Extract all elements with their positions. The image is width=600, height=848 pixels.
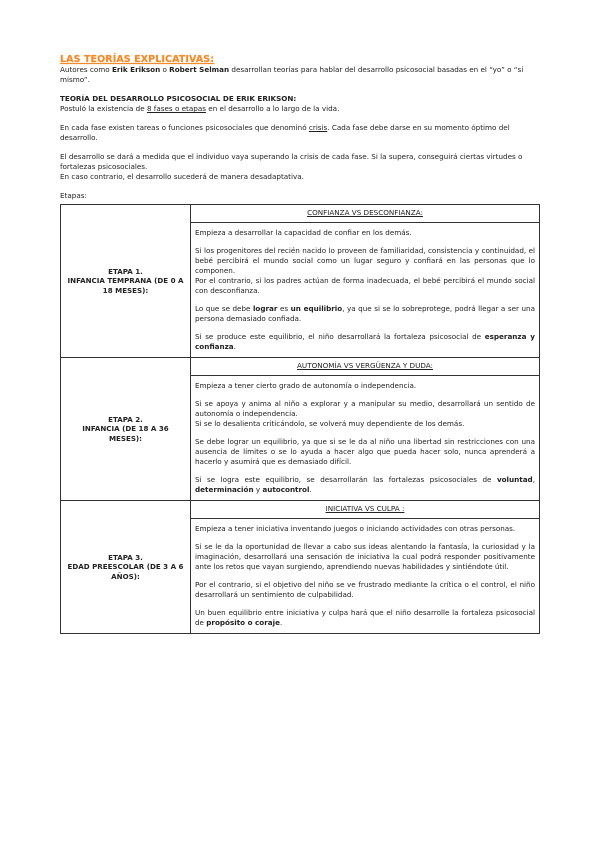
stage-paragraph: Empieza a desarrollar la capacidad de confiar en los demás. [195,228,412,237]
table-row [61,501,540,634]
stage-paragraph: Se debe lograr un equilibrio, ya que si se le da al niño una libertad sin restricciones con una ausencia de límites o se lo ayuda a hacer algo que pueda hacer solo, nunca aprenderá a hacerlo y asumirá que es demasiado difícil. [195,437,535,466]
section-title-text: TEORÍA DEL DESARROLLO PSICOSOCIAL DE ERIK ERIKSON: [60,94,297,103]
intro-paragraph [60,65,540,85]
stage-body [191,376,539,500]
text: . [233,342,236,351]
bold-text: determinación [195,485,254,494]
stage-paragraph: Si se lo desalienta criticándolo, se volverá muy dependiente de los demás. [195,419,465,428]
stage-cell [61,501,191,634]
text: . [309,485,312,494]
author-selman: Robert Selman [169,65,230,74]
stage-paragraph: Empieza a tener cierto grado de autonomía o independencia. [195,381,417,390]
development-paragraph-2: En caso contrario, el desarrollo sucederá de manera desadaptativa. [60,172,304,181]
stage-paragraph [195,304,535,324]
document-title: LAS TEORÍAS EXPLICATIVAS: [60,54,215,65]
stages-label: Etapas: [60,191,87,200]
bold-text: voluntad [496,475,533,484]
table-row [61,205,540,358]
stage-cell [61,358,191,501]
bold-text: autocontrol [262,485,310,494]
crisis-text: En cada fase existen tareas o funciones psicosociales que denominó [60,123,309,132]
stage-header: INICIATIVA VS CULPA : [191,501,539,519]
phases-link: 8 fases o etapas [146,104,206,113]
document-page [60,54,540,634]
intro-text: desarrollan teorías para hablar del desarrollo psicosocial basadas en el “yo” o “sí mismo”. [60,65,524,84]
stage-content [191,501,540,634]
postulate-paragraph [60,104,540,114]
crisis-paragraph [60,123,540,143]
stage-paragraph: Por el contrario, si el objetivo del niño se ve frustrado mediante la crítica o el control, el niño desarrollará un sentimiento de culpabilidad. [195,580,535,599]
crisis-text: . Cada fase debe darse en su momento óptimo del desarrollo. [60,123,510,142]
stage-name: INFANCIA TEMPRANA (DE 0 A 18 MESES): [67,276,184,295]
bold-text: un equilibrio [290,304,343,313]
stage-paragraph: Empieza a tener iniciativa inventando juegos o iniciando actividades con otras personas. [195,524,516,533]
stage-label: ETAPA 2. [108,414,143,424]
stage-label: ETAPA 3. [108,552,143,562]
stage-paragraph: Si se apoya y anima al niño a explorar y a manipular su medio, desarrollará un sentido de autonomía o independencia. [195,399,535,418]
stage-paragraph [195,608,535,628]
section-title [60,94,540,104]
author-erikson: Erik Erikson [111,65,161,74]
stage-body [191,223,539,357]
stage-label: ETAPA 1. [108,266,143,276]
text: Si se produce este equilibrio, el niño desarrollará la fortaleza psicosocial de [195,332,485,341]
text: es [277,304,291,313]
stage-cell [61,205,191,358]
stage-name: INFANCIA (DE 18 A 36 MESES): [82,424,169,443]
stage-body [191,519,539,633]
crisis-link: crisis [308,123,328,132]
development-paragraph-1: El desarrollo se dará a medida que el individuo vaya superando la crisis de cada fase. Si la supera, conseguirá ciertas virtudes o fortalezas psicosociales. [60,152,523,171]
intro-text: o [160,65,170,74]
text: y [253,485,263,494]
stage-name: EDAD PREESCOLAR (DE 3 A 6 AÑOS): [67,562,184,581]
text: , ya que si se lo sobreprotege, podrá llegar a ser una persona demasiado confiada. [195,304,535,323]
stage-paragraph: Si los progenitores del recién nacido lo proveen de familiaridad, consistencia y continuidad, el bebé percibirá el mundo social como un lugar seguro y confiará en las personas que lo componen. [195,246,535,275]
postulate-text: en el desarrollo a lo largo de la vida. [205,104,340,113]
bold-text: propósito o coraje [206,618,280,627]
text: Lo que se debe [195,304,253,313]
text: Un buen equilibrio entre iniciativa y culpa hará que el niño desarrolle la fortaleza psicosocial de [195,608,535,627]
text: . [279,618,283,627]
stage-header: CONFIANZA VS DESCONFIANZA: [191,205,539,223]
stage-paragraph [195,475,535,495]
stage-content [191,358,540,501]
stages-table [60,204,540,634]
postulate-text: Postuló la existencia de [60,104,147,113]
intro-text: Autores como [60,65,112,74]
stage-paragraph [195,332,535,352]
table-row [61,358,540,501]
stage-header: AUTONOMÍA VS VERGÜENZA Y DUDA: [191,358,539,376]
bold-text: esperanza y confianza [195,332,535,351]
stage-paragraph: Si se le da la oportunidad de llevar a cabo sus ideas alentando la fantasía, la curiosidad y la imaginación, desarrollará una sensación de iniciativa la cual podrá responder positivamente ante los retos que vayan surgiendo, aprendiendo nuevas habilidades y sintiéndote útil. [195,542,535,571]
bold-text: lograr [252,304,278,313]
text: , [532,475,535,484]
text: Si se logra este equilibrio, se desarrollarán las fortalezas psicosociales de [195,475,497,484]
stage-paragraph: Por el contrario, si los padres actúan de forma inadecuada, el bebé percibirá el mundo social con desconfianza. [195,276,535,295]
stage-content [191,205,540,358]
